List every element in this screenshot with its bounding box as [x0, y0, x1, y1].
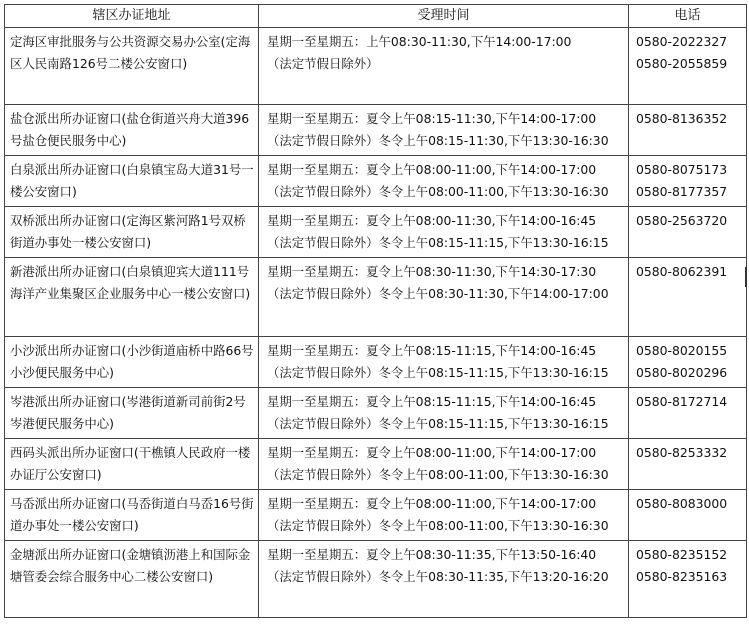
phone-cell: 0580-8253332 [629, 439, 747, 490]
table-row [5, 258, 747, 337]
table-row [5, 541, 747, 618]
address-cell: 小沙派出所办证窗口(小沙街道庙桥中路66号小沙便民服务中心) [5, 337, 259, 388]
address-cell: 马岙派出所办证窗口(马岙街道白马岙16号街道办事处一楼公安窗口) [5, 490, 259, 541]
office-hours-table [4, 4, 747, 618]
text-cursor [745, 267, 747, 287]
phone-cell: 0580-8075173 0580-8177357 [629, 156, 747, 207]
phone-cell: 0580-8020155 0580-8020296 [629, 337, 747, 388]
hours-cell: 星期一至星期五：夏令上午08:15-11:30,下午14:00-17:00 （法定节假日除外）冬令上午08:15-11:30,下午13:30-16:30 [259, 105, 629, 156]
header-phone: 电话 [629, 5, 747, 28]
hours-cell: 星期一至星期五：夏令上午08:00-11:00,下午14:00-17:00 （法定节假日除外）冬令上午08:00-11:00,下午13:30-16:30 [259, 156, 629, 207]
hours-cell: 星期一至星期五：上午08:30-11:30,下午14:00-17:00 （法定节假日除外） [259, 28, 629, 105]
address-cell: 金塘派出所办证窗口(金塘镇沥港上和国际金塘管委会综合服务中心二楼公安窗口) [5, 541, 259, 618]
address-cell: 西码头派出所办证窗口(干樵镇人民政府一楼办证厅公安窗口) [5, 439, 259, 490]
address-cell: 定海区审批服务与公共资源交易办公室(定海区人民南路126号二楼公安窗口) [5, 28, 259, 105]
table-row [5, 156, 747, 207]
address-cell: 白泉派出所办证窗口(白泉镇宝岛大道31号一楼公安窗口) [5, 156, 259, 207]
phone-cell: 0580-8083000 [629, 490, 747, 541]
header-address: 辖区办证地址 [5, 5, 259, 28]
phone-cell: 0580-8172714 [629, 388, 747, 439]
phone-cell: 0580-2563720 [629, 207, 747, 258]
hours-cell: 星期一至星期五：夏令上午08:15-11:15,下午14:00-16:45 （法定节假日除外）冬令上午08:15-11:15,下午13:30-16:15 [259, 337, 629, 388]
hours-cell: 星期一至星期五：夏令上午08:00-11:00,下午14:00-17:00 （法定节假日除外）冬令上午08:00-11:00,下午13:30-16:30 [259, 439, 629, 490]
table-row [5, 207, 747, 258]
hours-cell: 星期一至星期五：夏令上午08:00-11:30,下午14:00-16:45 （法定节假日除外）冬令上午08:15-11:15,下午13:30-16:15 [259, 207, 629, 258]
table-row [5, 105, 747, 156]
hours-cell: 星期一至星期五：夏令上午08:30-11:35,下午13:50-16:40 （法定节假日除外）冬令上午08:30-11:35,下午13:20-16:20 [259, 541, 629, 618]
table-row [5, 490, 747, 541]
phone-cell: 0580-8235152 0580-8235163 [629, 541, 747, 618]
hours-cell: 星期一至星期五：夏令上午08:00-11:00,下午14:00-17:00 （法定节假日除外）冬令上午08:00-11:00,下午13:30-16:30 [259, 490, 629, 541]
phone-cell: 0580-2022327 0580-2055859 [629, 28, 747, 105]
table-row [5, 388, 747, 439]
phone-cell: 0580-8136352 [629, 105, 747, 156]
address-cell: 新港派出所办证窗口(白泉镇迎宾大道111号海洋产业集聚区企业服务中心一楼公安窗口) [5, 258, 259, 337]
table-header-row [5, 5, 747, 28]
address-cell: 盐仓派出所办证窗口(盐仓街道兴舟大道396号盐仓便民服务中心) [5, 105, 259, 156]
phone-cell: 0580-8062391 [629, 258, 747, 337]
table-row [5, 439, 747, 490]
header-time: 受理时间 [259, 5, 629, 28]
table-row [5, 337, 747, 388]
address-cell: 岑港派出所办证窗口(岑港街道新司前街2号岑港便民服务中心) [5, 388, 259, 439]
hours-cell: 星期一至星期五：夏令上午08:15-11:15,下午14:00-16:45 （法定节假日除外）冬令上午08:15-11:15,下午13:30-16:15 [259, 388, 629, 439]
address-cell: 双桥派出所办证窗口(定海区紫河路1号双桥街道办事处一楼公安窗口) [5, 207, 259, 258]
hours-cell: 星期一至星期五：夏令上午08:30-11:30,下午14:30-17:30 （法定节假日除外）冬令上午08:30-11:30,下午14:00-17:00 [259, 258, 629, 337]
table-row [5, 28, 747, 105]
